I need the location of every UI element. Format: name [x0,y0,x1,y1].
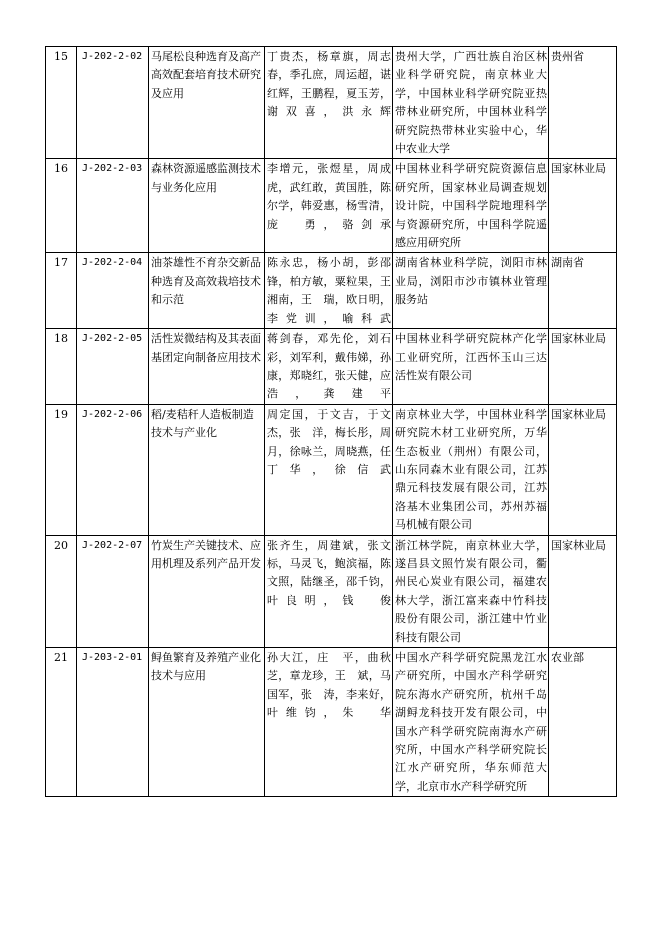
contributors: 丁贵杰，杨章旗，周志春，季孔庶，周运超，谌红辉，王鹏程，夏玉芳，谢双喜，洪永辉 [265,47,393,159]
table-row [46,648,617,797]
contributors: 蒋剑春，邓先伦，刘石彩，刘军利，戴伟娣，孙 康，郑晓红，张天健，应 浩，龚建平 [265,329,393,405]
award-table [45,46,617,797]
project-code: J-202-2-04 [77,253,149,329]
project-code: J-203-2-01 [77,648,149,797]
table-row [46,47,617,159]
document-page [45,46,616,797]
project-code: J-202-2-03 [77,159,149,253]
row-number: 15 [46,47,77,159]
participating-units: 贵州大学，广西壮族自治区林业科学研究院，南京林业大学，中国林业科学研究院亚热带林业研究所，中国林业科学研究院热带林业实验中心，华中农业大学 [393,47,549,159]
project-code: J-202-2-02 [77,47,149,159]
nominator: 国家林业局 [549,329,617,405]
nominator: 农业部 [549,648,617,797]
project-code: J-202-2-07 [77,535,149,647]
nominator: 国家林业局 [549,535,617,647]
row-number: 20 [46,535,77,647]
contributors: 李增元，张煜星，周成虎，武红敢，黄国胜，陈尔学，韩爱惠，杨雪清，庞 勇，骆剑承 [265,159,393,253]
nominator: 国家林业局 [549,404,617,535]
row-number: 16 [46,159,77,253]
participating-units: 浙江林学院，南京林业大学，遂昌县文照竹炭有限公司，衢州民心炭业有限公司，福建农林大学，浙江富来森中竹科技股份有限公司，浙江建中竹业科技有限公司 [393,535,549,647]
project-name: 鲟鱼繁育及养殖产业化技术与应用 [149,648,265,797]
nominator: 贵州省 [549,47,617,159]
table-row [46,404,617,535]
participating-units: 中国水产科学研究院黑龙江水产研究所，中国水产科学研究院东海水产研究所，杭州千岛湖鲟龙科技开发有限公司，中国水产科学研究院南海水产研究所，中国水产科学研究院长江水产研究所，华东师范大学，北京市水产科学研究所 [393,648,549,797]
row-number: 18 [46,329,77,405]
participating-units: 中国林业科学研究院林产化学工业研究所，江西怀玉山三达活性炭有限公司 [393,329,549,405]
project-name: 稻/麦秸秆人造板制造技术与产业化 [149,404,265,535]
contributors: 陈永忠，杨小胡，彭邵锋，柏方敏，粟粒果，王湘南，王 瑞，欧日明，李党训，喻科武 [265,253,393,329]
participating-units: 中国林业科学研究院资源信息研究所，国家林业局调查规划设计院，中国科学院地理科学与资源研究所，中国科学院遥感应用研究所 [393,159,549,253]
row-number: 17 [46,253,77,329]
contributors: 周定国，于文吉，于文杰，张 洋，梅长彤，周 月，徐咏兰，周晓燕，任丁华，徐信武 [265,404,393,535]
nominator: 湖南省 [549,253,617,329]
project-name: 马尾松良种选育及高产高效配套培育技术研究及应用 [149,47,265,159]
nominator: 国家林业局 [549,159,617,253]
project-code: J-202-2-05 [77,329,149,405]
table-row [46,159,617,253]
table-row [46,535,617,647]
contributors: 张齐生，周建斌，张文标，马灵飞，鲍滨福，陈文照，陆继圣，邵千钧，叶良明，钱 俊 [265,535,393,647]
project-name: 森林资源遥感监测技术与业务化应用 [149,159,265,253]
project-name: 竹炭生产关键技术、应用机理及系列产品开发 [149,535,265,647]
participating-units: 湖南省林业科学院，浏阳市林业局，浏阳市沙市镇林业管理服务站 [393,253,549,329]
row-number: 21 [46,648,77,797]
row-number: 19 [46,404,77,535]
table-row [46,253,617,329]
project-code: J-202-2-06 [77,404,149,535]
participating-units: 南京林业大学，中国林业科学研究院木材工业研究所，万华生态板业（荆州）有限公司，山东同森木业有限公司，江苏鼎元科技发展有限公司，江苏洛基木业集团公司，苏州苏福马机械有限公司 [393,404,549,535]
project-name: 油茶雄性不育杂交新品种选育及高效栽培技术和示范 [149,253,265,329]
project-name: 活性炭微结构及其表面基团定向制备应用技术 [149,329,265,405]
table-row [46,329,617,405]
contributors: 孙大江，庄 平，曲秋芝，章龙珍，王 斌，马国军，张 涛，李来好，叶维钧，朱 华 [265,648,393,797]
